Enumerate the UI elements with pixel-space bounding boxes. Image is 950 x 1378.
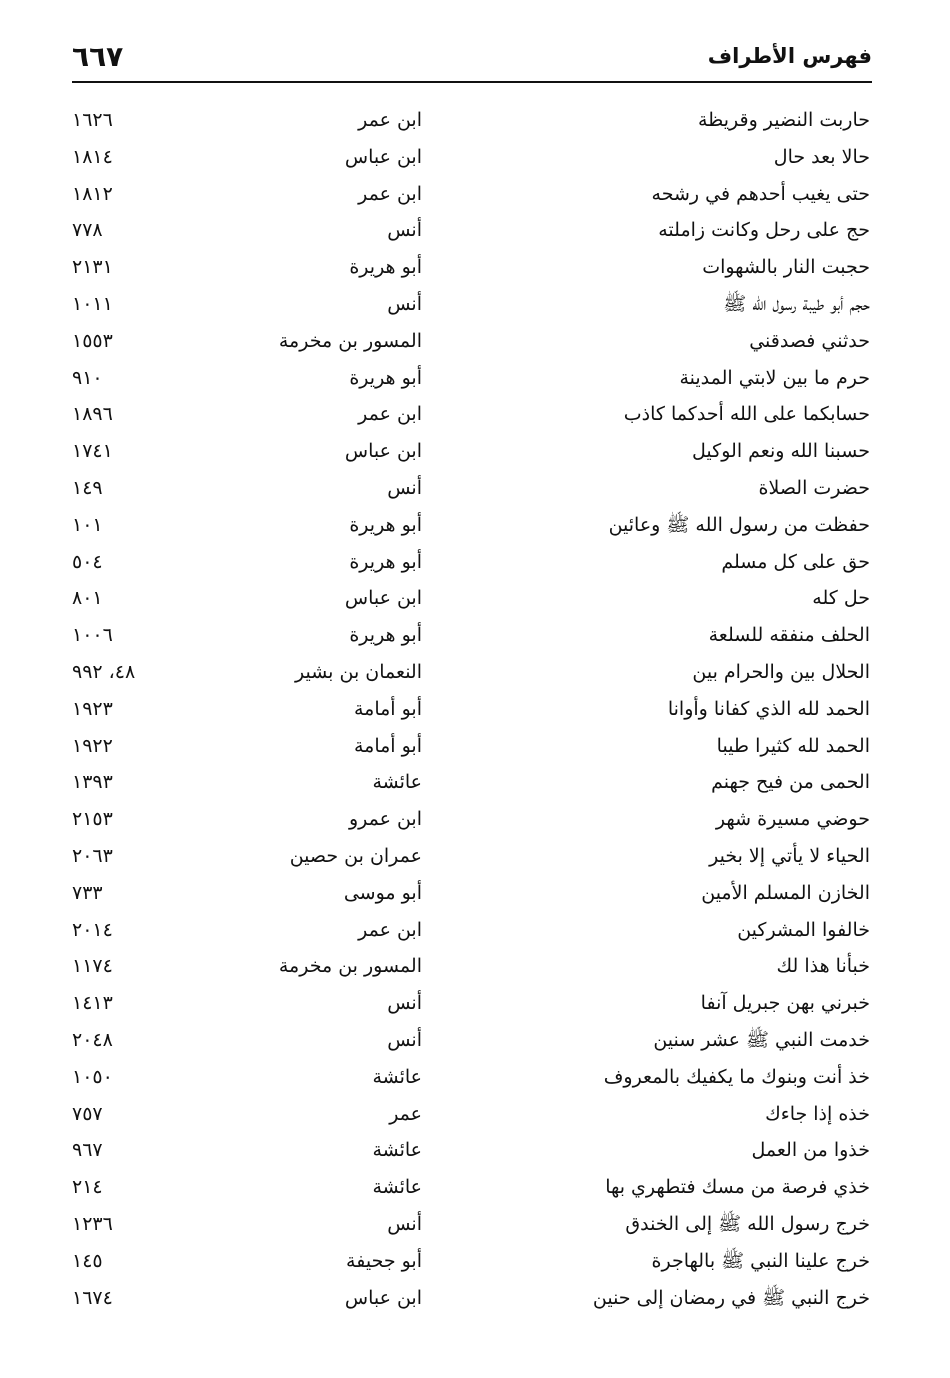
hadith-opening-text: حالا بعد حال xyxy=(773,145,870,168)
hadith-opening-text: حتى يغيب أحدهم في رشحه xyxy=(651,182,870,205)
narrator-name: أنس xyxy=(387,292,422,315)
index-entry-row xyxy=(72,1096,870,1133)
narrator-name: أبو موسى xyxy=(343,881,422,904)
page-header xyxy=(72,40,872,80)
narrator-name: أبو أمامة xyxy=(353,734,422,757)
narrator-name: عائشة xyxy=(372,1065,422,1088)
hadith-reference-number: ٢١٣١ xyxy=(72,256,113,279)
hadith-reference-number: ١٠١ xyxy=(72,513,103,536)
narrator-name: أبو هريرة xyxy=(349,550,422,573)
narrator-name: ابن عمرو xyxy=(348,808,422,831)
hadith-reference-number: ١٤١٣ xyxy=(72,992,113,1015)
index-entry-row xyxy=(72,764,870,801)
narrator-name: المسور بن مخرمة xyxy=(278,329,422,352)
index-entry-row xyxy=(72,948,870,985)
hadith-reference-number: ١٨١٢ xyxy=(72,182,113,205)
index-entry-row xyxy=(72,507,870,544)
hadith-opening-text: خرج النبي ﷺ في رمضان إلى حنين xyxy=(592,1286,870,1309)
hadith-opening-text: الحياء لا يأتي إلا بخير xyxy=(709,844,870,867)
narrator-name: أبو هريرة xyxy=(349,256,422,279)
hadith-reference-number: ٨٠١ xyxy=(72,587,103,610)
index-entry-row xyxy=(72,617,870,654)
hadith-reference-number: ٢١٥٣ xyxy=(72,808,113,831)
index-entry-row xyxy=(72,875,870,912)
hadith-opening-text: خذوا من العمل xyxy=(751,1139,870,1162)
narrator-name: أبو هريرة xyxy=(349,624,422,647)
index-entry-row xyxy=(72,1280,870,1317)
index-entry-row xyxy=(72,139,870,176)
index-entry-row xyxy=(72,1206,870,1243)
narrator-name: عائشة xyxy=(372,1139,422,1162)
hadith-reference-number: ١٠٠٦ xyxy=(72,624,113,647)
hadith-reference-number: ٩١٠ xyxy=(72,366,103,389)
narrator-name: ابن عمر xyxy=(358,918,422,941)
index-entry-row xyxy=(72,286,870,323)
narrator-name: عمران بن حصين xyxy=(289,844,422,867)
hadith-opening-text: حسابكما على الله أحدكما كاذب xyxy=(623,403,870,426)
narrator-name: المسور بن مخرمة xyxy=(278,955,422,978)
hadith-opening-text: خدمت النبي ﷺ عشر سنين xyxy=(653,1028,870,1051)
narrator-name: أنس xyxy=(387,1028,422,1051)
hadith-opening-text: الخازن المسلم الأمين xyxy=(701,881,870,904)
narrator-name: أنس xyxy=(387,476,422,499)
hadith-reference-number: ١٧٤١ xyxy=(72,440,113,463)
hadith-reference-number: ٥٠٤ xyxy=(72,550,103,573)
page-title: فهرس الأطراف xyxy=(707,44,872,68)
narrator-name: عمر xyxy=(389,1102,422,1125)
narrator-name: ابن عباس xyxy=(344,587,422,610)
narrator-name: أبو هريرة xyxy=(349,366,422,389)
index-entry-row xyxy=(72,838,870,875)
index-entry-row xyxy=(72,249,870,286)
narrator-name: أنس xyxy=(387,992,422,1015)
index-entry-row xyxy=(72,396,870,433)
hadith-opening-text: الحلف منفقه للسلعة xyxy=(708,624,870,647)
hadith-opening-text: حوضي مسيرة شهر xyxy=(715,808,870,831)
hadith-reference-number: ١٥٥٣ xyxy=(72,329,113,352)
index-entry-row xyxy=(72,470,870,507)
hadith-opening-text: خذ أنت وبنوك ما يكفيك بالمعروف xyxy=(603,1065,870,1088)
hadith-opening-text: خذي فرصة من مسك فتطهري بها xyxy=(605,1176,870,1199)
narrator-name: ابن عمر xyxy=(358,182,422,205)
hadith-opening-text: حق على كل مسلم xyxy=(721,550,870,573)
index-entry-row xyxy=(72,212,870,249)
hadith-reference-number: ٩٦٧ xyxy=(72,1139,103,1162)
narrator-name: النعمان بن بشير xyxy=(295,660,422,683)
hadith-opening-text: حضرت الصلاة xyxy=(758,476,870,499)
index-entry-row xyxy=(72,1022,870,1059)
hadith-opening-text: خالفوا المشركين xyxy=(737,918,870,941)
index-entry-row xyxy=(72,1059,870,1096)
hadith-reference-number: ١٤٥ xyxy=(72,1249,103,1272)
index-entry-row xyxy=(72,323,870,360)
hadith-opening-text: حج على رحل وكانت زاملته xyxy=(658,219,870,242)
hadith-reference-number: ٢٠١٤ xyxy=(72,918,113,941)
narrator-name: أبو هريرة xyxy=(349,513,422,536)
hadith-opening-text: الحلال بين والحرام بين xyxy=(692,660,870,683)
hadith-reference-number: ١٦٢٦ xyxy=(72,109,113,131)
hadith-reference-number: ٧٣٣ xyxy=(72,881,103,904)
narrator-name: أبو جحيفة xyxy=(346,1249,422,1272)
narrator-name: ابن عباس xyxy=(344,145,422,168)
index-entry-row xyxy=(72,912,870,949)
hadith-reference-number: ١٩٢٢ xyxy=(72,734,113,757)
hadith-reference-number: ١٤٩ xyxy=(72,476,103,499)
hadith-reference-number: ٢١٤ xyxy=(72,1176,103,1199)
index-entry-row xyxy=(72,691,870,728)
narrator-name: عائشة xyxy=(372,771,422,794)
hadith-opening-text: حجم أبو طيبة رسول الله ﷺ xyxy=(723,292,870,315)
hadith-reference-number: ١٨٩٦ xyxy=(72,403,113,426)
index-entry-row xyxy=(72,544,870,581)
hadith-opening-text: حجبت النار بالشهوات xyxy=(702,256,870,279)
hadith-opening-text: خبأنا هذا لك xyxy=(776,955,870,978)
hadith-opening-text: خرج رسول الله ﷺ إلى الخندق xyxy=(625,1212,870,1235)
page-number: ٦٦٧ xyxy=(72,40,124,73)
narrator-name: أنس xyxy=(387,219,422,242)
narrator-name: ابن عمر xyxy=(358,109,422,131)
hadith-opening-text: خبرني بهن جبريل آنفا xyxy=(700,992,870,1015)
index-entry-row xyxy=(72,1169,870,1206)
hadith-reference-number: ١٢٣٦ xyxy=(72,1212,113,1235)
hadith-opening-text: خرج علينا النبي ﷺ بالهاجرة xyxy=(651,1249,870,1272)
index-entry-row xyxy=(72,985,870,1022)
narrator-name: أبو أمامة xyxy=(353,697,422,720)
narrator-name: ابن عباس xyxy=(344,440,422,463)
hadith-opening-text: حرم ما بين لابتي المدينة xyxy=(679,366,870,389)
index-entry-row xyxy=(72,654,870,691)
hadith-reference-number: ١٠٥٠ xyxy=(72,1065,113,1088)
hadith-opening-text: حاربت النضير وقريظة xyxy=(697,109,870,131)
index-entry-row xyxy=(72,1243,870,1280)
narrator-name: ابن عباس xyxy=(344,1286,422,1309)
hadith-reference-number: ٤٨، ٩٩٢ xyxy=(72,660,136,683)
hadith-reference-number: ١٣٩٣ xyxy=(72,771,113,794)
hadith-opening-text: الحمد لله الذي كفانا وأوانا xyxy=(667,697,870,720)
hadith-opening-text: الحمى من فيح جهنم xyxy=(711,771,870,794)
narrator-name: أنس xyxy=(387,1212,422,1235)
hadith-reference-number: ١٨١٤ xyxy=(72,145,113,168)
index-entry-row xyxy=(72,433,870,470)
hadith-opening-text: حدثني فصدقني xyxy=(749,329,870,352)
hadith-reference-number: ٧٥٧ xyxy=(72,1102,103,1125)
hadith-reference-number: ١٩٢٣ xyxy=(72,697,113,720)
index-entry-row xyxy=(72,580,870,617)
index-entry-row xyxy=(72,176,870,213)
index-entries-list xyxy=(72,102,870,1316)
hadith-opening-text: الحمد لله كثيرا طيبا xyxy=(716,734,870,757)
narrator-name: عائشة xyxy=(372,1176,422,1199)
index-entry-row xyxy=(72,728,870,765)
hadith-reference-number: ٢٠٦٣ xyxy=(72,844,113,867)
hadith-reference-number: ١١٧٤ xyxy=(72,955,113,978)
hadith-reference-number: ١٦٧٤ xyxy=(72,1286,113,1309)
hadith-opening-text: حفظت من رسول الله ﷺ وعائين xyxy=(608,513,870,536)
hadith-opening-text: خذه إذا جاءك xyxy=(765,1102,870,1125)
header-divider xyxy=(72,81,872,83)
hadith-reference-number: ٧٧٨ xyxy=(72,219,103,242)
hadith-opening-text: حل كله xyxy=(812,587,870,610)
index-entry-row xyxy=(72,102,870,139)
index-entry-row xyxy=(72,801,870,838)
hadith-reference-number: ٢٠٤٨ xyxy=(72,1028,113,1051)
index-entry-row xyxy=(72,1132,870,1169)
index-entry-row xyxy=(72,360,870,397)
hadith-opening-text: حسبنا الله ونعم الوكيل xyxy=(692,440,870,463)
hadith-reference-number: ١٠١١ xyxy=(72,292,113,315)
narrator-name: ابن عمر xyxy=(358,403,422,426)
